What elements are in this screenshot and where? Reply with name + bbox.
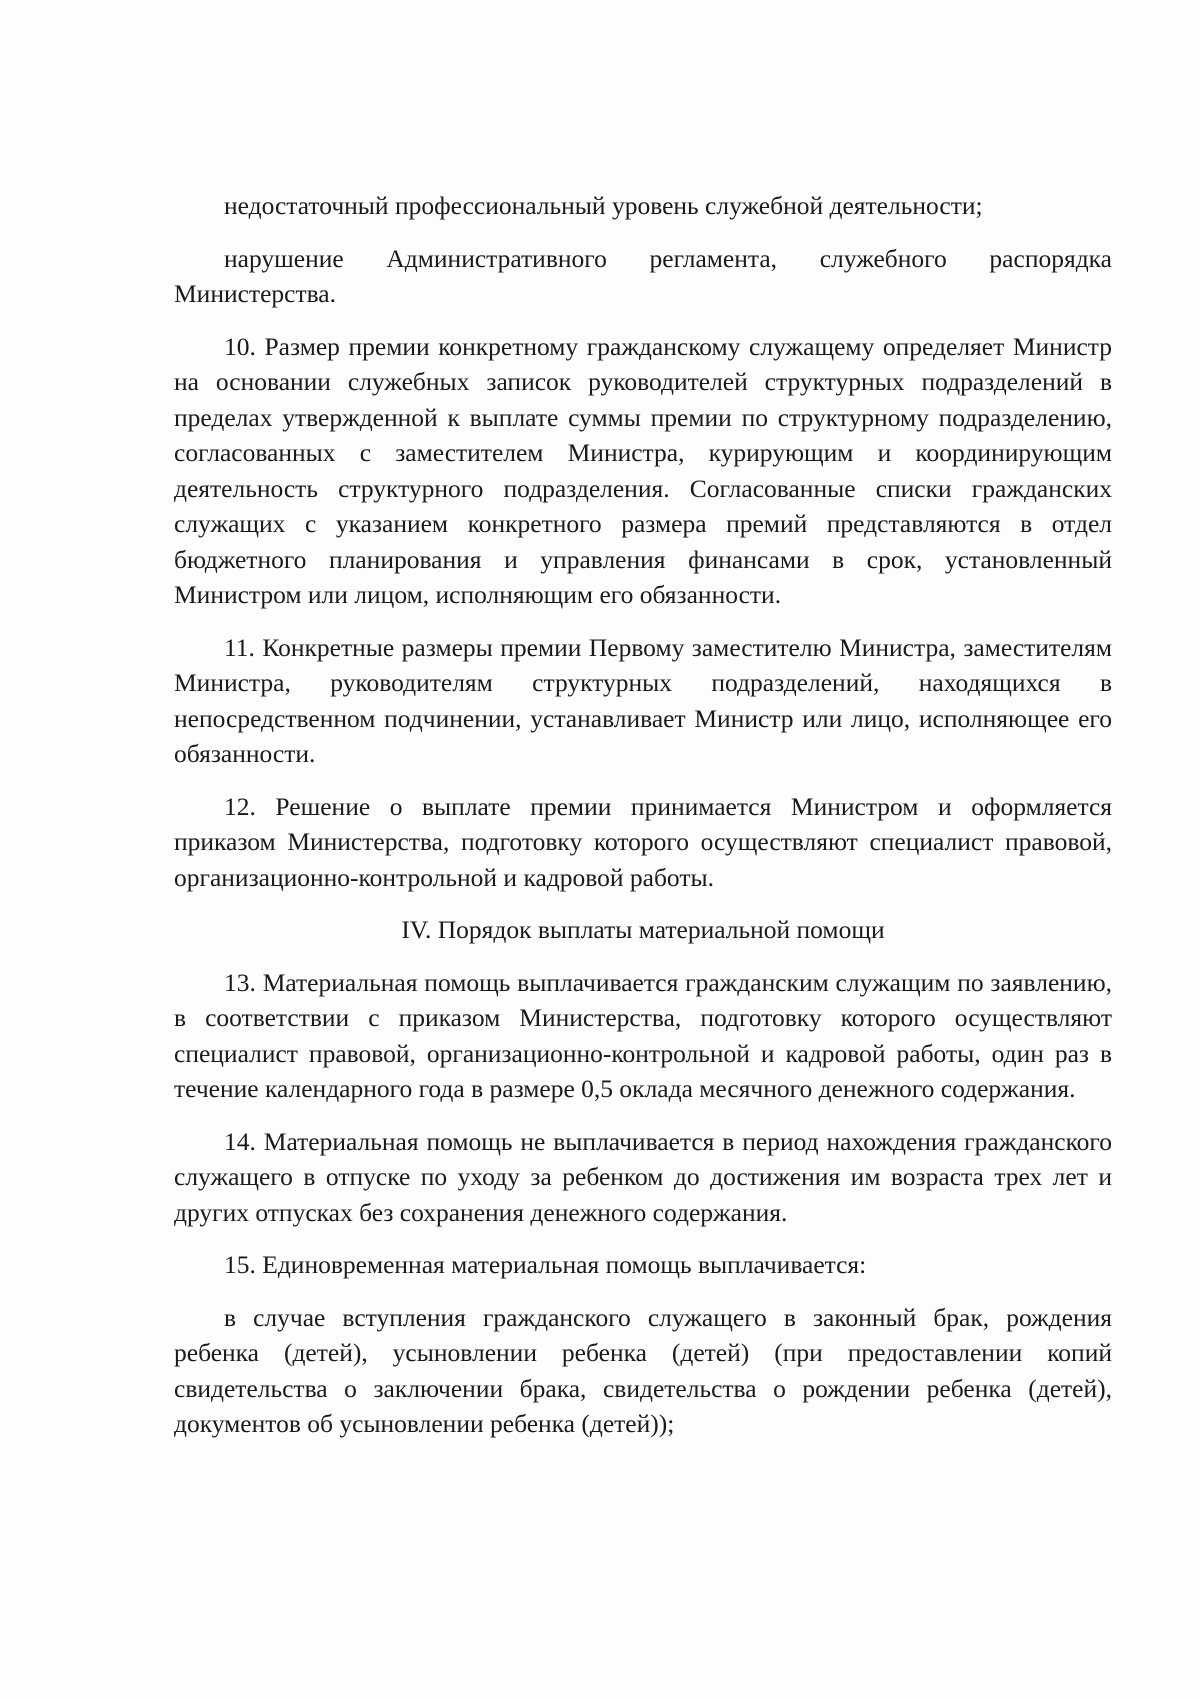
document-body bbox=[174, 188, 1112, 1459]
paragraph-regulation-violation: нарушение Административного регламента, служебного распорядка Министерства. bbox=[174, 243, 1112, 308]
paragraph-14: 14. Материальная помощь не выплачивается в период нахождения гражданского служащего в отпуске по уходу за ребенком до достижения им возраста трех лет и других отпусках без сохранения денежного содержания. bbox=[174, 1126, 1112, 1227]
paragraph-15-marriage-birth: в случае вступления гражданского служащего в законный брак, рождения ребенка (детей), усыновлении ребенка (детей) (при предоставлении копий свидетельства о заключении брака, свидетельства о рождении ребенка (детей), документов об усыновлении ребенка (детей)); bbox=[174, 1302, 1112, 1438]
paragraph-13: 13. Материальная помощь выплачивается гражданским служащим по заявлению, в соответствии с приказом Министерства, подготовку которого осуществляют специалист правовой, организационно-контрольной и кадровой работы, один раз в течение календарного года в размере 0,5 оклада месячного денежного содержания. bbox=[174, 967, 1112, 1103]
paragraph-low-professional-level: недостаточный профессиональный уровень служебной деятельности; bbox=[224, 191, 983, 220]
section-heading-iv: IV. Порядок выплаты материальной помощи bbox=[401, 915, 885, 944]
paragraph-10: 10. Размер премии конкретному гражданскому служащему определяет Министр на основании служебных записок руководителей структурных подразделений в пределах утвержденной к выплате суммы премии по структурному подразделению, согласованных с заместителем Министра, курирующим и координирующим деятельность структурного подразделения. Согласованные списки гражданских служащих с указанием конкретного размера премий представляются в отдел бюджетного планирования и управления финансами в срок, установленный Министром или лицом, исполняющим его обязанности. bbox=[174, 331, 1112, 609]
paragraph-11: 11. Конкретные размеры премии Первому заместителю Министра, заместителям Министра, руководителям структурных подразделений, находящихся в непосредственном подчинении, устанавливает Министр или лицо, исполняющее его обязанности. bbox=[174, 632, 1112, 768]
paragraph-15: 15. Единовременная материальная помощь выплачивается: bbox=[224, 1250, 867, 1279]
paragraph-12: 12. Решение о выплате премии принимается Министром и оформляется приказом Министерства, подготовку которого осуществляют специалист правовой, организационно-контрольной и кадровой работы. bbox=[174, 791, 1112, 892]
